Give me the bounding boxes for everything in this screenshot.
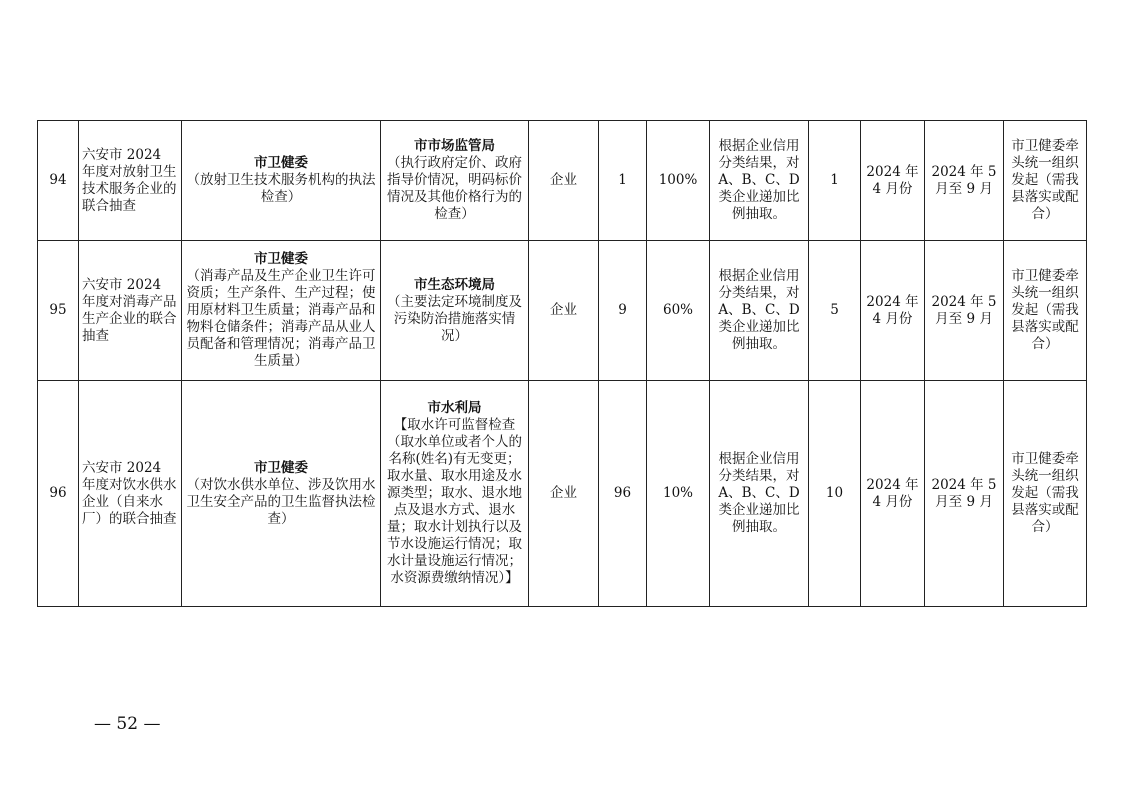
table-row <box>38 121 1087 241</box>
row-number: 94 <box>38 121 79 241</box>
sample-count: 1 <box>809 121 861 241</box>
sampling-method: 根据企业信用分类结果，对 A、B、C、D 类企业递加比例抽取。 <box>710 121 809 241</box>
row-number: 95 <box>38 241 79 381</box>
joint-department-cell <box>381 121 529 241</box>
lead-content: （放射卫生技术服务机构的执法检查） <box>186 172 376 205</box>
table-row <box>38 241 1087 381</box>
lead-department-cell <box>182 381 381 607</box>
plan-time: 2024 年 4 月份 <box>861 121 925 241</box>
lead-department: 市卫健委 <box>254 251 308 267</box>
row-number: 96 <box>38 381 79 607</box>
sample-count: 10 <box>809 381 861 607</box>
joint-content: （主要法定环境制度及污染防治措施落实情况） <box>387 293 522 344</box>
inspection-object: 企业 <box>529 241 599 381</box>
object-count: 1 <box>599 121 647 241</box>
lead-department-cell <box>182 121 381 241</box>
object-count: 96 <box>599 381 647 607</box>
sampling-method: 根据企业信用分类结果，对 A、B、C、D 类企业递加比例抽取。 <box>710 241 809 381</box>
lead-content: （消毒产品及生产企业卫生许可资质；生产条件、生产过程；使用原材料卫生质量；消毒产品和物料仓储条件；消毒产品从业人员配备和管理情况；消毒产品卫生质量） <box>186 268 376 369</box>
sampling-method: 根据企业信用分类结果，对 A、B、C、D 类企业递加比例抽取。 <box>710 381 809 607</box>
object-count: 9 <box>599 241 647 381</box>
joint-department: 市水利局 <box>427 400 482 416</box>
task-name: 六安市 2024 年度对消毒产品生产企业的联合抽查 <box>79 241 182 381</box>
joint-department: 市市场监管局 <box>414 138 495 154</box>
lead-department: 市卫健委 <box>254 155 308 171</box>
execution-time: 2024 年 5 月至 9 月 <box>925 381 1004 607</box>
remark: 市卫健委牵头统一组织发起（需我县落实或配合） <box>1004 121 1087 241</box>
joint-department-cell <box>381 381 529 607</box>
table-row <box>38 381 1087 607</box>
plan-time: 2024 年 4 月份 <box>861 381 925 607</box>
lead-department: 市卫健委 <box>254 459 308 476</box>
execution-time: 2024 年 5 月至 9 月 <box>925 121 1004 241</box>
inspection-object: 企业 <box>529 121 599 241</box>
execution-time: 2024 年 5 月至 9 月 <box>925 241 1004 381</box>
lead-department-cell <box>182 241 381 381</box>
lead-content: （对饮水供水单位、涉及饮用水卫生安全产品的卫生监督执法检查） <box>186 476 376 527</box>
task-name: 六安市 2024 年度对放射卫生技术服务企业的联合抽查 <box>79 121 182 241</box>
plan-time: 2024 年 4 月份 <box>861 241 925 381</box>
remark: 市卫健委牵头统一组织发起（需我县落实或配合） <box>1004 381 1087 607</box>
sampling-ratio: 60% <box>647 241 710 381</box>
sampling-ratio: 100% <box>647 121 710 241</box>
inspection-table <box>37 120 1087 607</box>
joint-content: （执行政府定价、政府指导价情况，明码标价情况及其他价格行为的检查） <box>387 155 522 222</box>
joint-department: 市生态环境局 <box>414 276 495 293</box>
sample-count: 5 <box>809 241 861 381</box>
sampling-ratio: 10% <box>647 381 710 607</box>
remark: 市卫健委牵头统一组织发起（需我县落实或配合） <box>1004 241 1087 381</box>
page-number: — 52 — <box>94 714 161 734</box>
joint-department-cell <box>381 241 529 381</box>
joint-content: 【取水许可监督检查（取水单位或者个人的名称(姓名)有无变更；取水量、取水用途及水源类型；取水、退水地点及退水方式、退水量；取水计划执行以及节水设施运行情况；取水计量设施运行情况；水资源费缴纳情况）】 <box>387 417 522 586</box>
task-name: 六安市 2024 年度对饮水供水企业（自来水厂）的联合抽查 <box>79 381 182 607</box>
inspection-object: 企业 <box>529 381 599 607</box>
